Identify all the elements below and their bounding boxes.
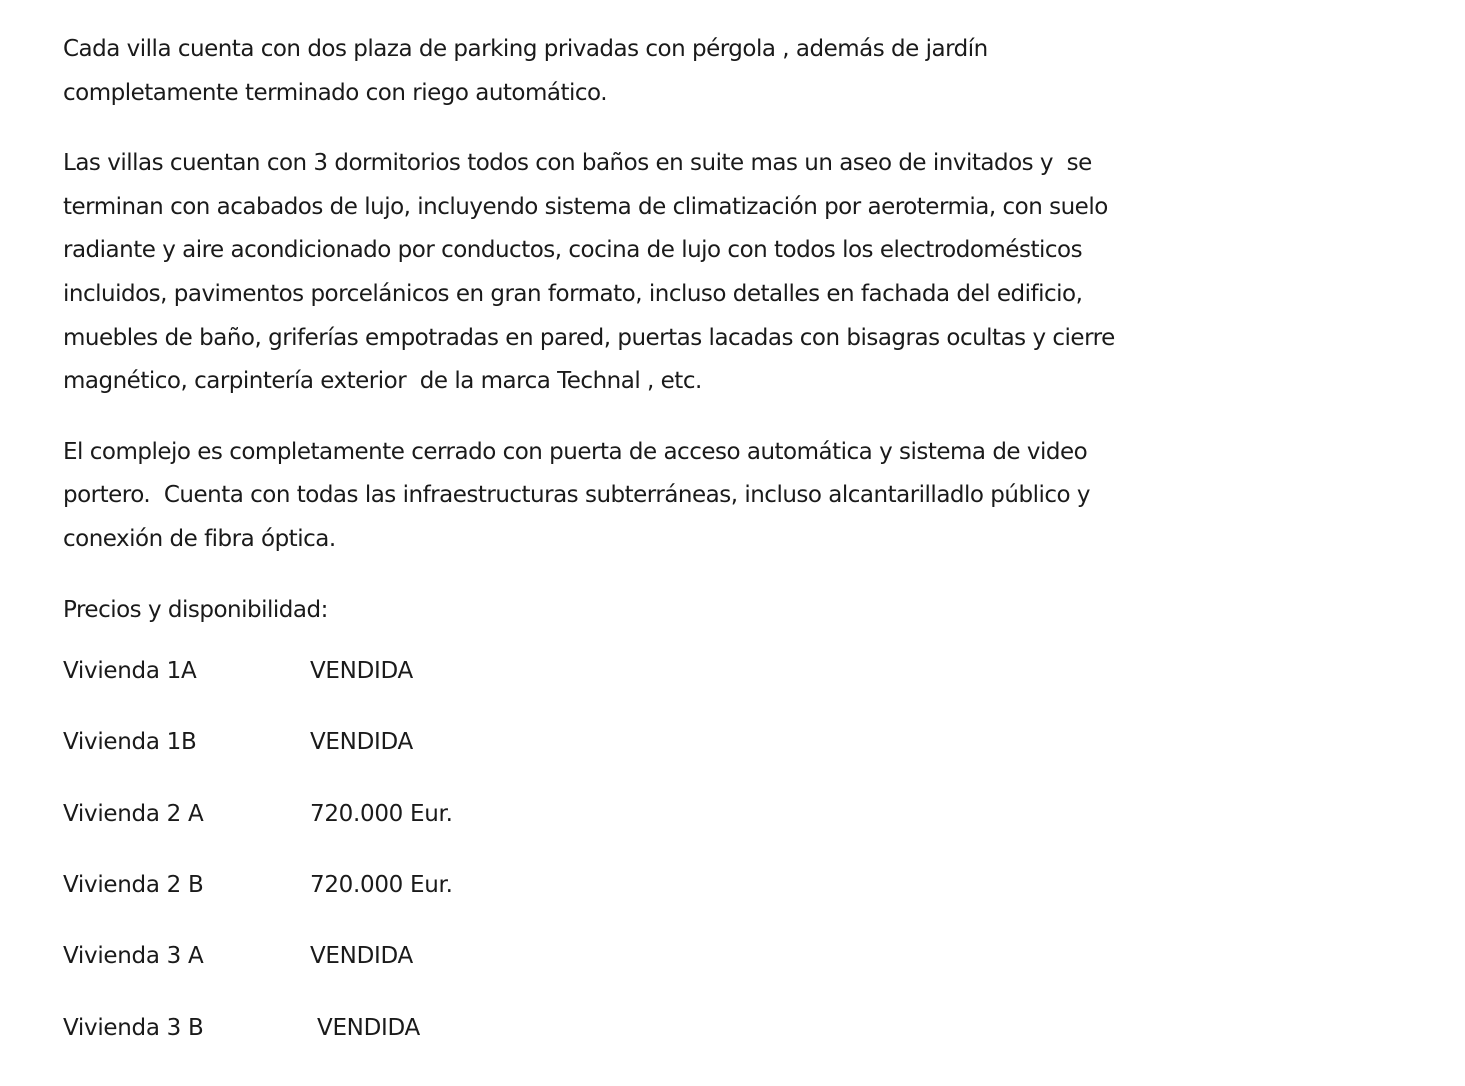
paragraph-complex-infrastructure: El complejo es completamente cerrado con puerta de acceso automática y sistema de video portero. Cuenta con todas las infraestructuras subterráneas, incluso alcantarilladlo público y conexión de fibra óptica.: [63, 438, 1090, 552]
unit-name: Vivienda 3 A: [63, 943, 204, 970]
unit-status: 720.000 Eur.: [310, 800, 453, 827]
prices-heading: Precios y disponibilidad:: [63, 596, 328, 623]
unit-status: VENDIDA: [310, 729, 413, 756]
paragraph-villa-features: Las villas cuentan con 3 dormitorios todos con baños en suite mas un aseo de invitados y se terminan con acabados de lujo, incluyendo sistema de climatización por aerotermia, con suelo radiante y aire acondicionado por conductos, cocina de lujo con todos los electrodomésticos incluidos, pavimentos porcelánicos en gran formato, incluso detalles en fachada del edificio, muebles de baño, griferías empotradas en pared, puertas lacadas con bisagras ocultas y cierre magnético, carpintería exterior de la marca Technal , etc.: [63, 150, 1115, 395]
unit-name: Vivienda 3 B: [63, 1014, 204, 1041]
unit-status: VENDIDA: [310, 658, 413, 685]
document-page: [63, 28, 1323, 1086]
unit-name: Vivienda 1B: [63, 729, 197, 756]
unit-name: Vivienda 1A: [63, 658, 197, 685]
unit-status: VENDIDA: [310, 1014, 420, 1041]
unit-row-1b: [63, 729, 1323, 800]
unit-row-2a: [63, 801, 1323, 872]
unit-status: 720.000 Eur.: [310, 872, 453, 899]
units-list: [63, 658, 1323, 1086]
unit-row-3b: [63, 1015, 1323, 1086]
unit-row-1a: [63, 658, 1323, 729]
unit-row-3a: [63, 943, 1323, 1014]
paragraph-parking-garden: Cada villa cuenta con dos plaza de parking privadas con pérgola , además de jardín completamente terminado con riego automático.: [63, 36, 988, 106]
unit-name: Vivienda 2 A: [63, 800, 204, 827]
unit-status: VENDIDA: [310, 943, 413, 970]
unit-name: Vivienda 2 B: [63, 872, 204, 899]
unit-row-2b: [63, 872, 1323, 943]
